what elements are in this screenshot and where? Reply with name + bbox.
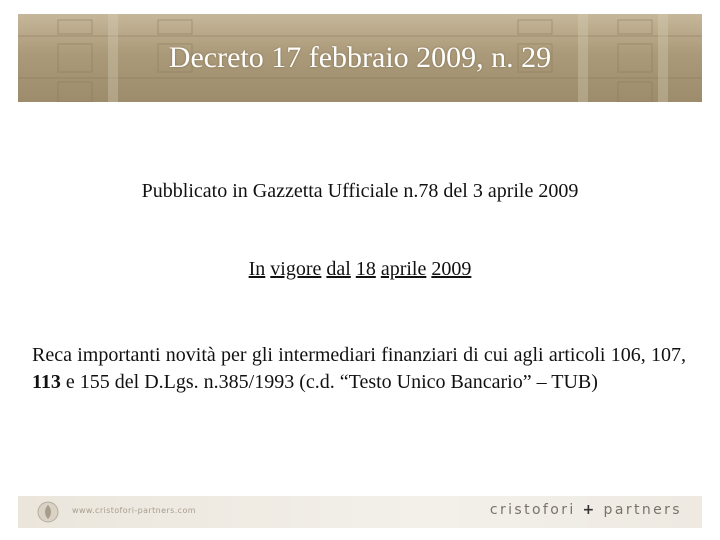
body-paragraph: [32, 342, 686, 396]
slide-title: Decreto 17 febbraio 2009, n. 29: [168, 41, 552, 74]
in-force-date: [0, 258, 720, 281]
body-text-part: Reca importanti novità per gli intermediari finanziari di cui agli articoli 106, 107,: [32, 344, 686, 366]
brand-name-right: partners: [603, 502, 682, 518]
publication-note: Pubblicato in Gazzetta Ufficiale n.78 del 3 aprile 2009: [141, 180, 579, 202]
in-force-word: dal: [326, 258, 351, 280]
brand-name-left: cristofori: [489, 502, 576, 518]
body-text-bold: 113: [32, 371, 61, 393]
company-logo-icon: [36, 500, 60, 524]
body-text-part: e 155 del D.Lgs. n.385/1993 (c.d. “Testo Unico Bancario” – TUB): [60, 371, 598, 393]
brand-plus: +: [582, 502, 597, 518]
brand-name: [490, 502, 682, 518]
website-url: www.cristofori-partners.com: [72, 506, 196, 515]
in-force-word: aprile: [380, 258, 427, 280]
in-force-word: vigore: [270, 258, 322, 280]
in-force-word: 18: [355, 258, 376, 280]
footer-bar: [18, 496, 702, 528]
in-force-word: In: [248, 258, 266, 280]
in-force-word: 2009: [431, 258, 472, 280]
header-banner: [18, 14, 702, 102]
